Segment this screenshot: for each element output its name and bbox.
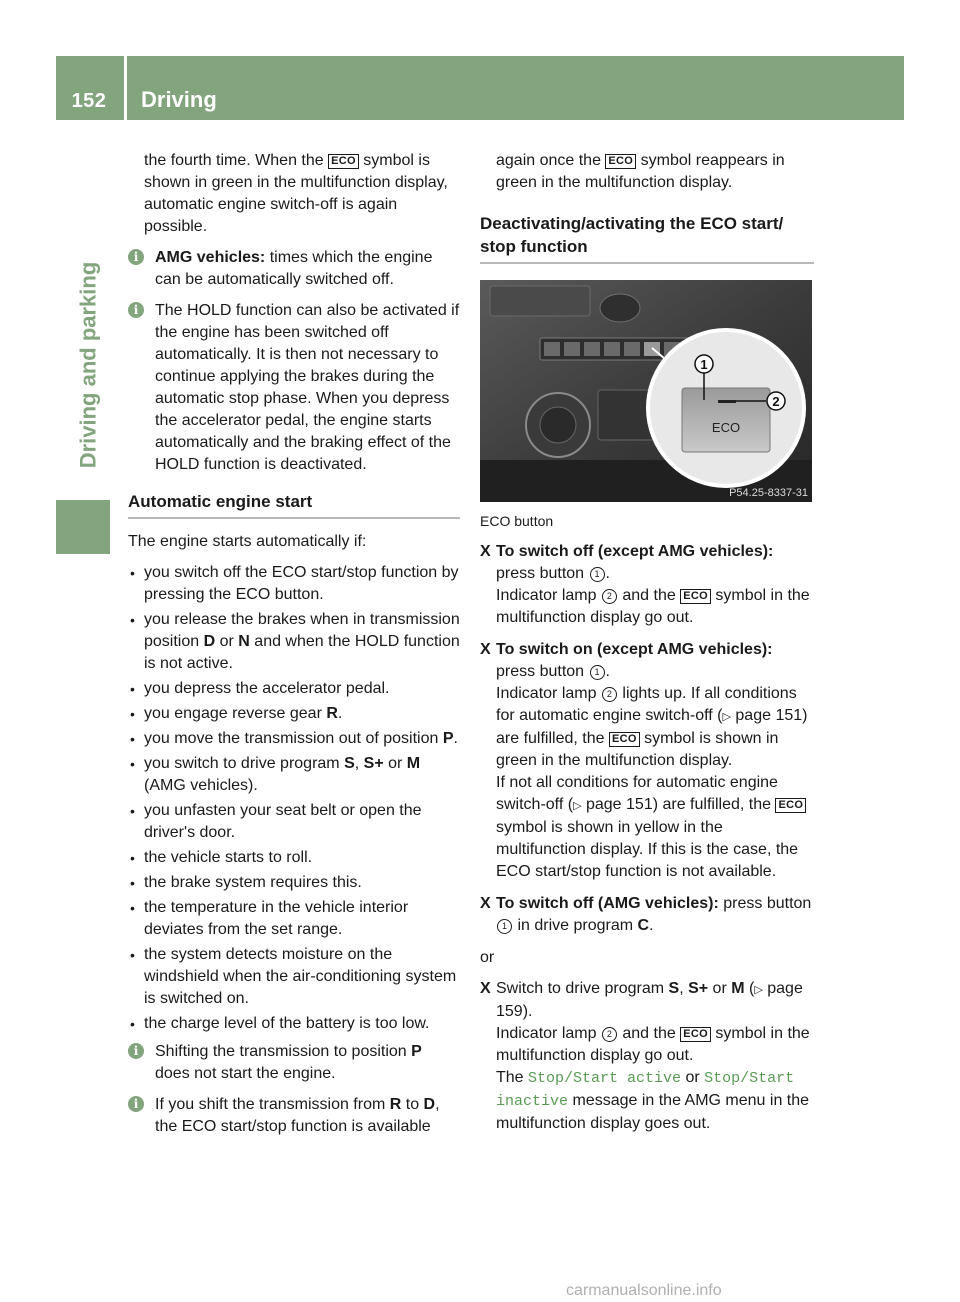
eco-symbol-icon: ECO: [680, 589, 711, 604]
paragraph: again once the ECO symbol reappears in green in the multifunction display.: [496, 152, 785, 191]
info-icon: i: [128, 1096, 144, 1112]
svg-text:1: 1: [700, 357, 708, 372]
header-divider: [124, 56, 127, 120]
right-column: [480, 150, 814, 1145]
info-note: i If you shift the transmission from R to D, the ECO start/stop function is available: [128, 1094, 460, 1138]
list-item: • the vehicle starts to roll.: [128, 847, 460, 869]
list-item: • you unfasten your seat belt or open the driver's door.: [128, 800, 460, 844]
figure-code: P54.25-8337-31: [729, 487, 808, 499]
figure-caption: ECO button: [480, 513, 554, 529]
info-icon: i: [128, 249, 144, 265]
info-icon: i: [128, 302, 144, 318]
eco-symbol-icon: ECO: [775, 798, 806, 813]
callout-2-icon: 2: [602, 1027, 617, 1042]
info-note: i Shifting the transmission to position P does not start the engine.: [128, 1041, 460, 1085]
section-heading: Deactivating/activating the ECO start/ stop function: [480, 212, 814, 264]
instruction-step: X Switch to drive program S, S+ or M (▷ page 159). Indicator lamp 2 and the ECO symbol in the multifunction display go out. The Stop/Start active or Stop/Start inactive message in the AMG menu in the multifunction display goes out.: [480, 980, 810, 1132]
list-item: • you move the transmission out of position P.: [128, 728, 460, 750]
callout-1-icon: 1: [590, 567, 605, 582]
step-arrow-icon: X: [480, 641, 491, 658]
list-item: • you depress the accelerator pedal.: [128, 678, 460, 700]
list-item: • you engage reverse gear R.: [128, 703, 460, 725]
instruction-step: X To switch off (except AMG vehicles): press button 1 . Indicator lamp 2 and the ECO symbol in the multifunction display go out.: [480, 543, 810, 626]
side-tab: [58, 240, 118, 490]
or-separator: or: [480, 949, 495, 966]
list-item: • you switch to drive program S, S+ or M (AMG vehicles).: [128, 753, 460, 797]
list-item: • the charge level of the battery is too low.: [128, 1013, 460, 1035]
step-arrow-icon: X: [480, 543, 491, 560]
callout-2-icon: 2: [602, 589, 617, 604]
display-message: Stop/Start inactive: [496, 1070, 795, 1110]
eco-symbol-icon: ECO: [609, 732, 640, 747]
svg-text:2: 2: [772, 394, 780, 409]
list-item: • you release the brakes when in transmission position D or N and when the HOLD function is not active.: [128, 609, 460, 675]
list-item: • you switch off the ECO start/stop function by pressing the ECO button.: [128, 562, 460, 606]
eco-symbol-icon: ECO: [680, 1027, 711, 1042]
list-item: • the brake system requires this.: [128, 872, 460, 894]
side-tab-label: Driving and parking: [75, 261, 100, 469]
page-reference-arrow-icon: ▷: [573, 800, 582, 812]
instruction-step: X To switch on (except AMG vehicles): press button 1 . Indicator lamp 2 lights up. If all conditions for automatic engine switch-off (▷ page 151) are fulfilled, the ECO symbol is shown in green in the multifunction display. If not all conditions for automatic engine switch-off (▷ page 151) are fulfilled, the ECO symbol is shown in yellow in the multifunction display. If this is the case, the ECO start/stop function is not available.: [480, 641, 808, 880]
callout-2-icon: 2: [602, 687, 617, 702]
watermark: carmanualsonline.info: [566, 1282, 722, 1299]
instruction-step: X To switch off (AMG vehicles): press button 1 in drive program C.: [480, 895, 812, 934]
info-note: i AMG vehicles: times which the engine can be automatically switched off.: [128, 247, 460, 291]
page-number: 152: [71, 90, 107, 112]
dashboard-illustration: [480, 280, 812, 502]
display-message: Stop/Start active: [528, 1070, 682, 1087]
figure-eco-label: ECO: [711, 420, 741, 435]
step-arrow-icon: X: [480, 980, 491, 997]
eco-symbol-icon: ECO: [328, 154, 359, 169]
bullet-list: [128, 562, 460, 1035]
paragraph: The engine starts automatically if:: [128, 533, 367, 550]
page-reference-arrow-icon: ▷: [722, 711, 731, 723]
step-arrow-icon: X: [480, 895, 491, 912]
page-reference-arrow-icon: ▷: [754, 984, 763, 996]
chapter-title: Driving: [141, 87, 217, 112]
info-icon: i: [128, 1043, 144, 1059]
list-item: • the temperature in the vehicle interior deviates from the set range.: [128, 897, 460, 941]
left-column: [128, 150, 460, 1147]
eco-button-figure: [480, 280, 812, 502]
side-tab-marker: [56, 500, 110, 554]
section-heading: Automatic engine start: [128, 490, 460, 519]
eco-symbol-icon: ECO: [605, 154, 636, 169]
callout-1-icon: 1: [590, 665, 605, 680]
info-note: i The HOLD function can also be activated if the engine has been switched off automatically. It is then not necessary to continue applying the brakes during the automatic stop phase. When you depress the accelerator pedal, the engine starts automatically and the braking effect of the HOLD function is deactivated.: [128, 300, 460, 476]
paragraph: the fourth time. When the ECO symbol is shown in green in the multifunction display, automatic engine switch-off is again possible.: [144, 152, 448, 235]
callout-1-icon: 1: [497, 919, 512, 934]
list-item: • the system detects moisture on the windshield when the air-conditioning system is switched on.: [128, 944, 460, 1010]
